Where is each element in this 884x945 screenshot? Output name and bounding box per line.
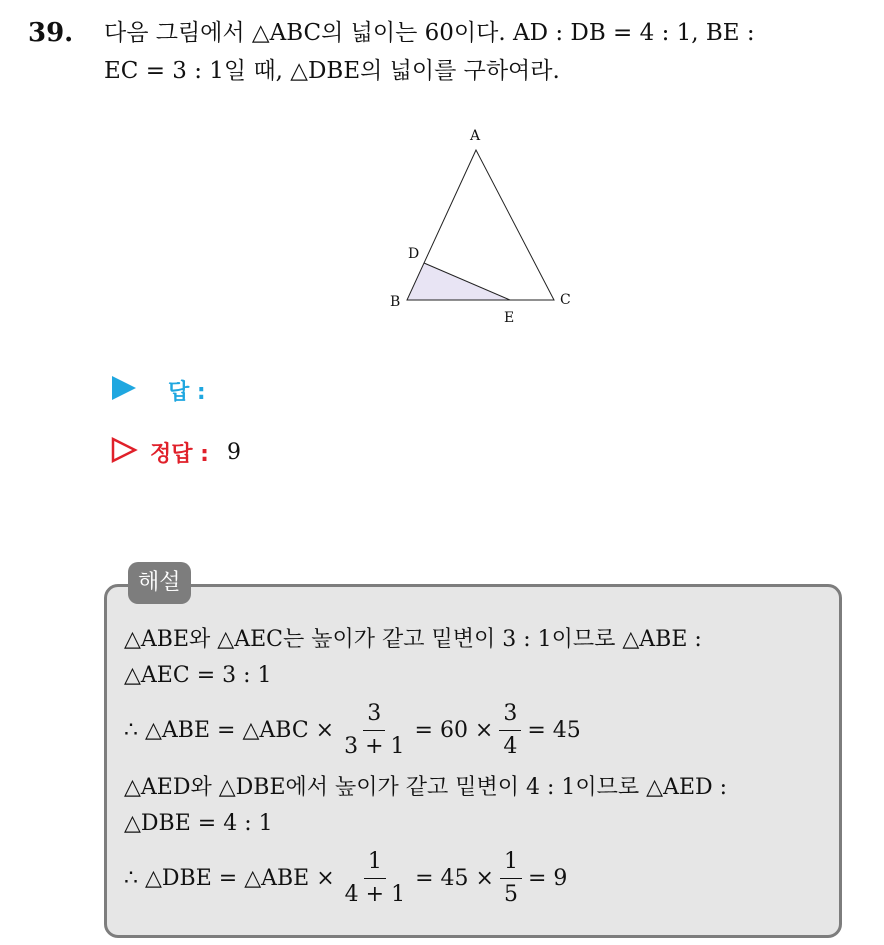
solution-line-3-prefix: ∴ △ABE = △ABC × [124, 717, 335, 743]
solution-line-2 [124, 656, 824, 694]
solution-line-6-mid: = 45 × [415, 865, 494, 891]
fraction-3-over-4 [499, 700, 521, 761]
fraction-numerator: 1 [364, 848, 386, 879]
solution-line-3 [124, 694, 824, 766]
fraction-denominator: 5 [503, 881, 518, 907]
answer-row [110, 374, 224, 406]
fraction-numerator: 3 [363, 700, 385, 731]
solution-line-6-prefix: ∴ △DBE = △ABE × [124, 865, 335, 891]
outline-triangle-icon [110, 436, 138, 468]
fraction-denominator: 3 + 1 [344, 733, 405, 759]
label-b: B [390, 294, 401, 310]
fraction-denominator: 4 + 1 [344, 881, 406, 907]
problem-line-2: EC = 3 : 1일 때, △DBE의 넓이를 구하여라. [104, 58, 560, 84]
solution-line-2-text: △AEC = 3 : 1 [124, 662, 272, 688]
solution-line-5 [124, 804, 824, 842]
problem-number: 39. [28, 18, 74, 48]
label-c: C [560, 292, 571, 308]
fraction-3-over-3plus1 [340, 700, 408, 761]
solution-body [124, 618, 824, 914]
play-triangle-icon [110, 374, 138, 406]
shaded-triangle-dbe [407, 263, 510, 300]
fraction-1-over-5 [500, 848, 522, 909]
correct-answer-value: 9 [226, 439, 241, 465]
solution-line-3-suffix: = 45 [527, 717, 581, 743]
answer-label: 답 : [168, 379, 206, 405]
solution-line-5-text: △DBE = 4 : 1 [124, 810, 273, 836]
triangle-figure [380, 120, 590, 330]
solution-line-1-text: △ABE와 △AEC는 높이가 같고 밑변이 3 : 1이므로 △ABE : [124, 626, 702, 652]
fraction-numerator: 1 [500, 848, 522, 879]
label-e: E [504, 310, 515, 326]
solution-line-3-mid: = 60 × [414, 717, 494, 743]
fraction-numerator: 3 [499, 700, 521, 731]
fraction-denominator: 4 [503, 733, 518, 759]
correct-answer-label: 정답 : [150, 441, 209, 467]
fraction-1-over-4plus1 [341, 848, 409, 909]
label-d: D [408, 246, 420, 262]
correct-answer-row [110, 436, 241, 468]
solution-tab: 해설 [128, 562, 191, 604]
problem-text [104, 14, 874, 90]
triangle-diagram [380, 120, 590, 330]
solution-line-6 [124, 842, 824, 914]
problem-line-1: 다음 그림에서 △ABC의 넓이는 60이다. AD : DB = 4 : 1, BE : [104, 20, 755, 46]
label-a: A [470, 128, 481, 144]
solution-line-4-text: △AED와 △DBE에서 높이가 같고 밑변이 4 : 1이므로 △AED : [124, 774, 728, 800]
solution-line-1 [124, 618, 824, 656]
solution-line-6-suffix: = 9 [527, 865, 568, 891]
solution-line-4 [124, 766, 824, 804]
